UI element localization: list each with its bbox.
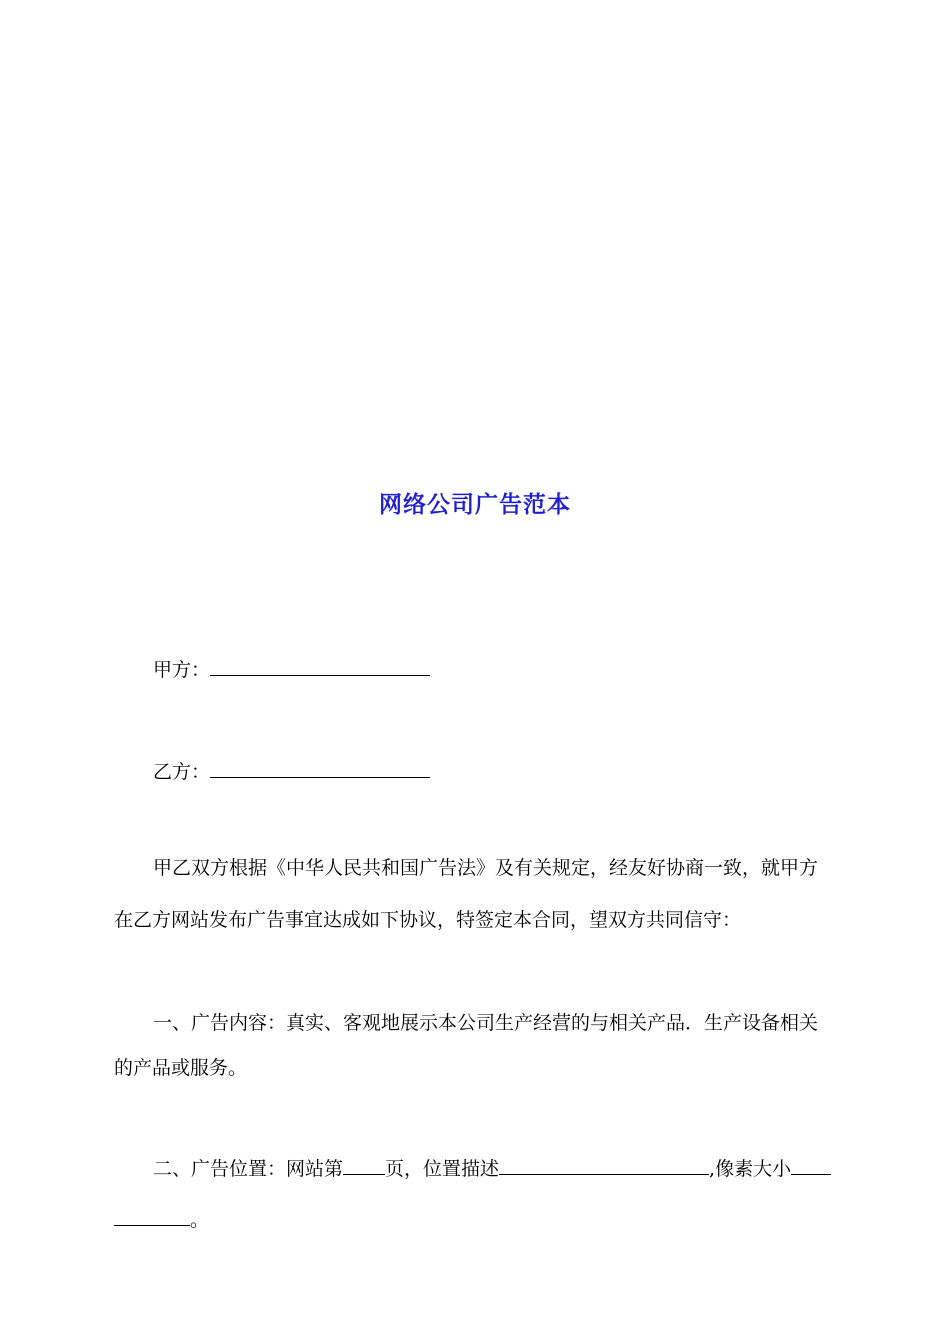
party-b-blank[interactable] (210, 760, 430, 778)
party-b-line (153, 760, 430, 784)
party-b-label: 乙方： (153, 761, 211, 783)
clause-2-prefix: 二、广告位置：网站第 (153, 1158, 344, 1180)
clause-2-position-label: 页，位置描述 (385, 1158, 500, 1180)
pixel-size-blank-2[interactable] (114, 1208, 190, 1226)
position-description-blank[interactable] (499, 1157, 709, 1175)
page-number-blank[interactable] (343, 1157, 385, 1175)
party-a-blank[interactable] (210, 658, 430, 676)
page-title: 网络公司广告范本 (379, 491, 571, 518)
intro-line-2: 在乙方网站发布广告事宜达成如下协议，特签定本合同，望双方共同信守： (114, 909, 742, 931)
clause-2-line-1 (153, 1157, 831, 1181)
pixel-size-blank-1[interactable] (791, 1157, 831, 1175)
clause-1-line-1: 一、广告内容：真实、客观地展示本公司生产经营的与相关产品．生产设备相关 (153, 1012, 819, 1034)
clause-1-line-2: 的产品或服务。 (114, 1057, 248, 1079)
party-a-label: 甲方： (153, 659, 211, 681)
clause-2-pixel-label: ,像素大小 (709, 1158, 792, 1180)
clause-2-end: 。 (190, 1209, 210, 1231)
party-a-line (153, 658, 430, 682)
clause-2-line-2 (114, 1208, 209, 1232)
intro-line-1: 甲乙双方根据《中华人民共和国广告法》及有关规定，经友好协商一致，就甲方 (153, 857, 819, 879)
